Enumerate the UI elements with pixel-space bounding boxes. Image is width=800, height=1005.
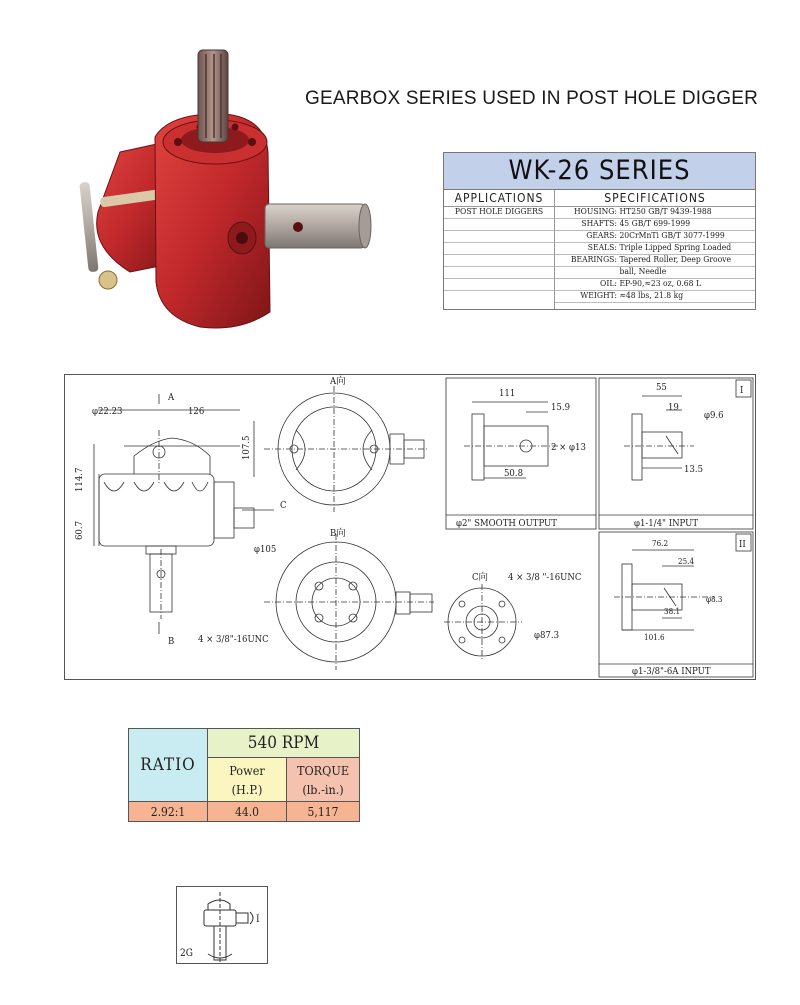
thread-b-label: 4 × 3/8"-16UNC xyxy=(198,634,269,645)
view-c-label: C向 xyxy=(472,572,489,583)
dim-text: φ87.3 xyxy=(534,630,560,641)
spec-value: EP-90,≈23 oz, 0.68 L xyxy=(619,279,702,289)
thread-c-label: 4 × 3/8 "-16UNC xyxy=(508,572,582,583)
spec-key: OIL: xyxy=(600,279,617,289)
spec-row xyxy=(555,243,755,255)
rpm-header: 540 RPM xyxy=(208,729,360,758)
dim-text: 13.5 xyxy=(684,464,704,475)
specifications-column xyxy=(555,190,755,309)
torque-unit: (lb.-in.) xyxy=(302,781,344,797)
mini-left-label: 2G xyxy=(180,948,193,959)
power-value: 44.0 xyxy=(208,802,287,822)
caption-input-1: φ1-1/4" INPUT xyxy=(634,518,699,529)
spec-key: SEALS: xyxy=(587,243,617,253)
spec-row xyxy=(555,267,755,279)
dim-text: 15.9 xyxy=(551,402,571,413)
spec-key: BEARINGS: xyxy=(570,255,617,265)
torque-header xyxy=(287,758,360,802)
spec-table xyxy=(443,152,756,310)
spec-key: WEIGHT: xyxy=(580,291,617,301)
ratio-value: 2.92:1 xyxy=(129,802,208,822)
spec-row xyxy=(555,291,755,303)
dim-text: 60.7 xyxy=(74,520,85,540)
spec-value: HT250 GB/T 9439-1988 xyxy=(619,207,712,217)
caption-smooth-output: φ2" SMOOTH OUTPUT xyxy=(456,518,557,529)
power-unit: (H.P.) xyxy=(231,781,263,797)
rotation-diagram xyxy=(176,886,268,964)
application-value: POST HOLE DIGGERS xyxy=(444,207,554,219)
view-b-label: B向 xyxy=(330,528,346,539)
spec-key: SHAFTS: xyxy=(581,219,617,229)
applications-header: APPLICATIONS xyxy=(444,190,554,207)
power-label: Power xyxy=(229,762,265,778)
spec-row xyxy=(555,207,755,219)
spec-value: 20CrMnTi GB/T 3077-1999 xyxy=(619,231,725,241)
page-title: GEARBOX SERIES USED IN POST HOLE DIGGER xyxy=(305,88,759,109)
dim-text: 19 xyxy=(668,402,679,413)
torque-label: TORQUE xyxy=(296,762,350,778)
dim-text: φ105 xyxy=(254,544,277,555)
technical-drawing xyxy=(64,374,756,680)
ratio-table xyxy=(128,728,360,822)
label-b: B xyxy=(168,636,175,647)
spec-row xyxy=(555,231,755,243)
spec-row xyxy=(555,219,755,231)
power-header xyxy=(208,758,287,802)
spec-key: HOUSING: xyxy=(573,207,617,217)
caption-input-2: φ1-3/8"-6A INPUT xyxy=(632,666,711,677)
spec-row xyxy=(555,279,755,291)
dim-text: φ8.3 xyxy=(706,595,723,604)
spec-row xyxy=(555,255,755,267)
dim-text: 126 xyxy=(188,406,205,417)
series-title: WK-26 SERIES xyxy=(444,153,755,190)
spec-key: GEARS: xyxy=(586,231,617,241)
dim-text: 38.1 xyxy=(664,607,681,616)
gearbox-photo xyxy=(60,42,380,342)
dim-text: 25.4 xyxy=(678,557,695,566)
spec-value: ≈48 lbs, 21.8 kg xyxy=(619,291,684,301)
spec-value: 45 GB/T 699-1999 xyxy=(619,219,691,229)
dim-text: 76.2 xyxy=(652,539,669,548)
spec-value: ball, Needle xyxy=(619,267,667,277)
dim-text: 50.8 xyxy=(504,468,524,479)
roman-two-label: II xyxy=(739,539,746,550)
label-c: C xyxy=(280,500,287,511)
mini-right-label: I xyxy=(256,914,260,925)
dim-text: 107.5 xyxy=(241,435,252,460)
specifications-header: SPECIFICATIONS xyxy=(555,190,755,207)
spec-value: Triple Lipped Spring Loaded xyxy=(619,243,732,253)
ratio-header: RATIO xyxy=(129,729,208,802)
dim-text: 2 × φ13 xyxy=(551,442,586,453)
dim-text: 114.7 xyxy=(74,467,85,492)
dim-text: 55 xyxy=(656,382,667,393)
torque-value: 5,117 xyxy=(287,802,360,822)
label-a: A xyxy=(168,392,175,403)
dim-text: 101.6 xyxy=(644,633,665,642)
spec-value: Tapered Roller, Deep Groove xyxy=(619,255,732,265)
dim-text: 111 xyxy=(499,388,516,399)
view-a-label: A向 xyxy=(330,376,346,387)
roman-one-label: I xyxy=(740,385,744,396)
dim-text: φ22.23 xyxy=(92,406,123,417)
applications-column xyxy=(444,190,555,309)
dim-text: φ9.6 xyxy=(704,410,724,421)
